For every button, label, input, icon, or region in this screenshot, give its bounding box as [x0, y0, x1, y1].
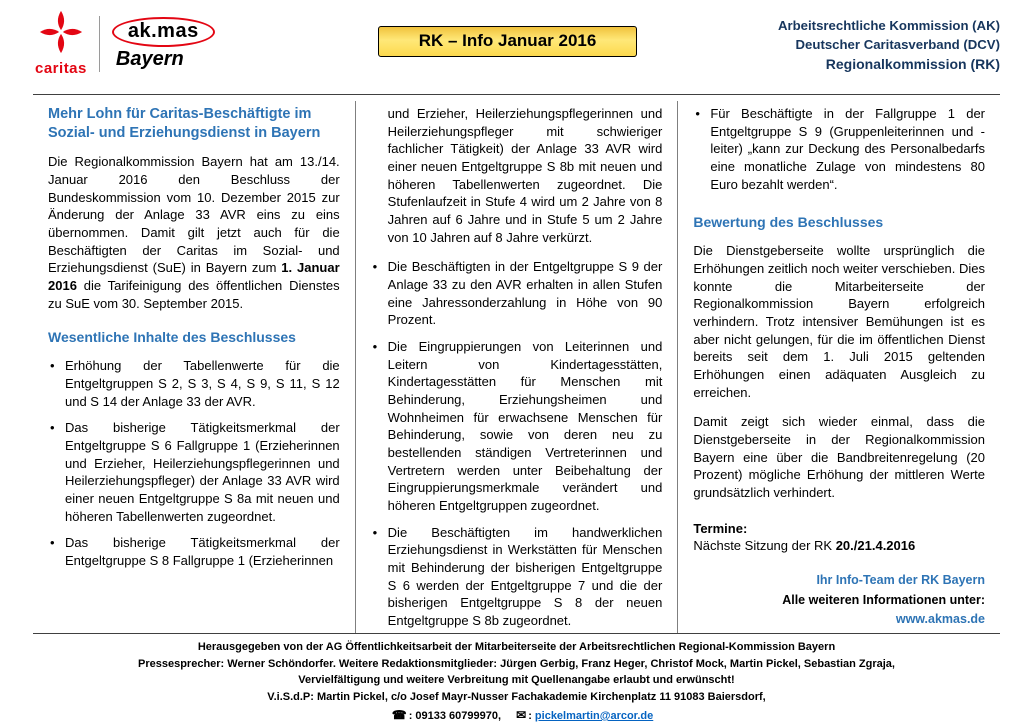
- info-more-line: Alle weiteren Informationen unter:: [782, 592, 986, 607]
- phone-number: : 09133 60799970,: [408, 710, 502, 722]
- bullet-item: [371, 258, 663, 329]
- bullet-text: Die Beschäftigten in der Entgeltgruppe S 9 der Anlage 33 zu den AVR erhalten in allen Stufen eine Jahressonderzahlung in Höhe von 90 Prozent.: [387, 259, 663, 328]
- intro-text-c: die Tarifeinigung des öffentlichen Dienstes zu SuE vom 30. September 2015.: [48, 277, 340, 311]
- termine-entry: [693, 537, 985, 555]
- intro-bold-date: 1. Januar 2016: [48, 260, 340, 293]
- org-line-rk: Regionalkommission (RK): [825, 56, 1000, 73]
- footer-line-publisher: Herausgegeben von der AG Öffentlichkeitsarbeit der Mitarbeiterseite der Arbeitsrechtlichen Regional-Kommission Bayern: [197, 641, 836, 653]
- bewertung-paragraph-2: Damit zeigt sich wieder einmal, dass die Dienstgeberseite in der Regionalkommission Bayern eine über die Bandbreitenregelung (20 Prozent) mögliche Erhöhung der mittleren Werte grundsätzlich verhindert.: [693, 414, 986, 501]
- column-left: [33, 101, 355, 633]
- header: [0, 0, 1033, 94]
- termine-text: Nächste Sitzung der RK: [693, 538, 836, 554]
- title-banner: RK – Info Januar 2016: [378, 26, 638, 57]
- bullet-text: Erhöhung der Tabellenwerte für die Entgeltgruppen S 2, S 3, S 4, S 9, S 11, S 12 und S 14 der Anlage 33 der AVR.: [65, 358, 340, 409]
- title-banner-wrap: [378, 26, 638, 57]
- footer-contact-line: [20, 706, 1013, 725]
- bullet-text: Die Beschäftigten im handwerklichen Erziehungsdienst in Werkstätten für Menschen mit Behinderung der bisherigen Entgeltgruppe S 6 werden der Entgeltgruppe 7 und die der bisherigen Entgeltgruppe S 8 der neuen Entgeltgruppe S 8b zugeordnet.: [387, 524, 663, 629]
- section-heading-inhalte: Wesentliche Inhalte des Beschlusses: [48, 329, 296, 346]
- logo-group: [35, 10, 325, 77]
- org-line-dcv: Deutscher Caritasverband (DCV): [795, 37, 1000, 53]
- akmas-bayern-label: Bayern: [115, 47, 184, 70]
- logo-divider: [99, 16, 100, 72]
- intro-text-a: Die Regionalkommission Bayern hat am 13./14. Januar 2016 den Beschluss der Bundeskommission vom 10. Dezember 2015 zur Änderung der Anlage 33 AVR eins zu eins übernommen. Damit gilt jetzt auch für die Beschäftigten der Caritas im Sozial- und Erziehungsdienst (SuE) in Bayern zum: [48, 154, 340, 276]
- bullet-text: Die Eingruppierungen von Leiterinnen und Leitern von Kindertagesstätten, Kindertagesstätten für Menschen mit Behinderung, Erziehungsheimen und Wohnheimen für erwachsene Menschen für Behinderung, sowie von deren neu zu bestellenden ständigen Vertreterinnen und Vertretern werden unter Beibehaltung der Eingruppierungsmerkmale verändert und höheren Entgeltgruppen zugeordnet.: [387, 339, 663, 514]
- bullet-item: [48, 534, 340, 569]
- bewertung-paragraph-1: Die Dienstgeberseite wollte ursprünglich die Erhöhungen zeitlich noch weiter verschieben. Dies konnte die Mitarbeiterseite der Regionalkommission Bayern erfolgreich verhindern. Trotz intensiver Bemühungen ist es aber nicht gelungen, für die im öffentlichen Dienst bereits seit dem 1. Juli 2015 geltenden Erhöhungen einen adäquaten Ausgleich zu erreichen.: [693, 243, 986, 400]
- footer: [0, 634, 1033, 725]
- bullet-item: [371, 338, 663, 515]
- email-link[interactable]: pickelmartin@arcor.de: [534, 710, 654, 722]
- bullet-item: [371, 524, 663, 630]
- org-line-ak: Arbeitsrechtliche Kommission (AK): [777, 18, 1000, 33]
- akmas-oval-wordmark: ak.mas: [112, 17, 215, 47]
- bullet-item: [48, 357, 340, 410]
- header-divider: [33, 94, 1000, 95]
- termine-date: 20./21.4.2016: [835, 538, 916, 554]
- bullet-text: Das bisherige Tätigkeitsmerkmal der Entgeltgruppe S 8 Fallgruppe 1 (Erzieherinnen: [65, 535, 340, 569]
- termine-block: [693, 520, 985, 555]
- footer-line-press: Pressesprecher: Werner Schöndorfer. Weitere Redaktionsmitglieder: Jürgen Gerbig, Franz Heger, Christof Mock, Martin Pickel, Sebastian Zgraja,: [138, 657, 895, 670]
- organization-lines: [690, 16, 1000, 75]
- bullet-item: [48, 419, 340, 525]
- column-middle: [355, 101, 678, 633]
- bullet-text: Das bisherige Tätigkeitsmerkmal der Entgeltgruppe S 6 Fallgruppe 1 (Erzieherinnen und Erzieher, Heilerziehungspflegerinnen und Heilerziehungspfleger) der Anlage 33 AVR wird einer neuen Entgeltgruppe S 8a mit neuen und höheren Tabellenwerten zugeordnet.: [65, 420, 340, 524]
- info-team-block: [693, 571, 985, 629]
- content-columns: [33, 101, 1000, 633]
- column-right: [677, 101, 1000, 633]
- bullet-item: [693, 105, 985, 193]
- article-title: Mehr Lohn für Caritas-Beschäftigte im Sozial- und Erziehungsdienst in Bayern: [48, 106, 321, 142]
- caritas-wordmark: caritas: [35, 60, 87, 77]
- section-heading-bewertung: Bewertung des Beschlusses: [693, 214, 884, 231]
- caritas-flame-cross-icon: [39, 10, 83, 59]
- email-prefix: :: [528, 710, 535, 722]
- akmas-logo: [112, 17, 215, 71]
- caritas-logo: [35, 10, 87, 77]
- footer-line-copy: Vervielfältigung und weitere Verbreitung mit Quellenangabe erlaubt und erwünscht!: [298, 674, 735, 686]
- akmas-website-link[interactable]: www.akmas.de: [895, 611, 986, 626]
- termine-label: Termine:: [693, 520, 748, 536]
- mail-icon: ✉: [516, 708, 527, 722]
- bullet-text: Für Beschäftigte in der Fallgruppe 1 der Entgeltgruppe S 9 (Gruppenleiterinnen und -leiter) „kann zur Deckung des Personalbedarfs eine monatliche Zulage von mindestens 80 Euro bezahlt werden“.: [710, 106, 986, 192]
- info-team-line: Ihr Info-Team der RK Bayern: [816, 573, 986, 588]
- intro-paragraph: [48, 153, 340, 312]
- phone-icon: ☎: [391, 708, 407, 722]
- bullet-continuation-paragraph: und Erzieher, Heilerziehungspflegerinnen und Heilerziehungspfleger mit schwieriger fachlicher Tätigkeit) der Anlage 33 AVR wird einer neuen Entgeltgruppe S 8b mit neuen und höheren Tabellenwerten zugeordnet. Die Stufenlaufzeit in Stufe 4 wird um 2 Jahre von 8 Jahren auf 6 Jahre und in Stufe 5 um 2 Jahre von 10 Jahren auf 8 Jahre verkürzt.: [387, 106, 663, 245]
- footer-line-visdp: V.i.S.d.P: Martin Pickel, c/o Josef Mayr-Nusser Fachakademie Kirchenplatz 11 91083 Baiersdorf,: [267, 690, 766, 703]
